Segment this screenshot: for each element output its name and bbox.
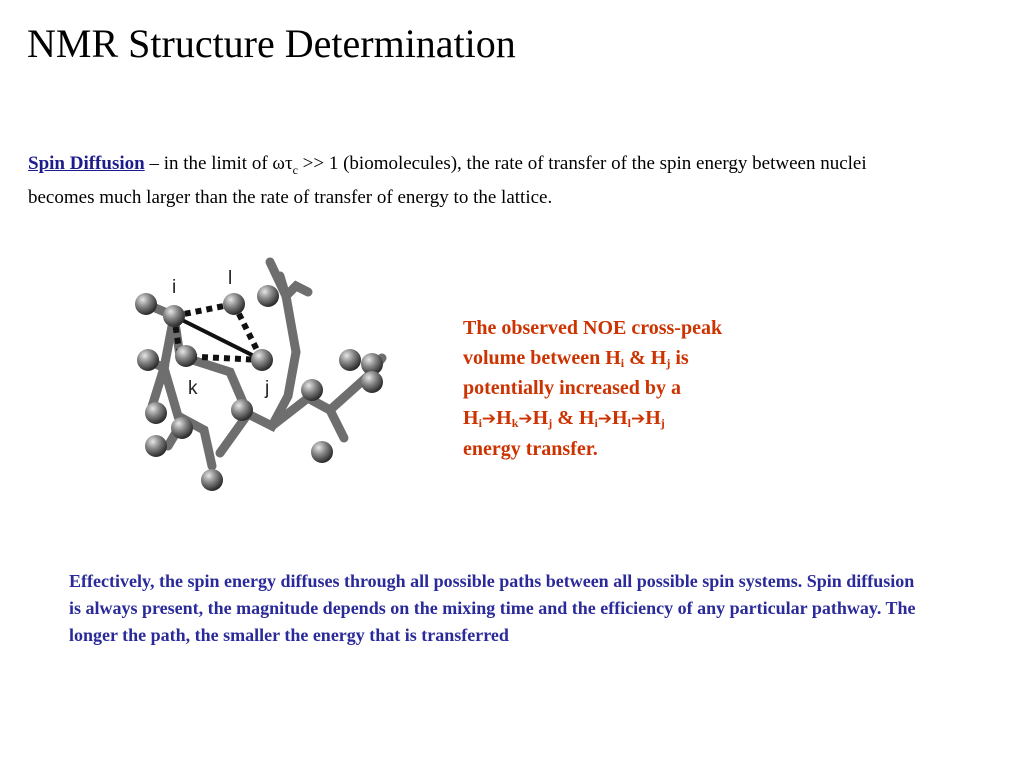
intro-paragraph: [28, 150, 908, 211]
slide-title: NMR Structure Determination: [27, 21, 516, 66]
tau-symbol: τ: [284, 153, 293, 174]
noe-line-2: volume between $H_i$ & $H_j$ is: [463, 347, 689, 370]
atom: [361, 371, 383, 393]
atom: [231, 399, 253, 421]
label-i: i: [172, 277, 177, 298]
atom: [145, 435, 167, 457]
noe-line-4-pathways: $H_i➔H_k➔H_j$ & $H_i➔H_l➔H_j$: [463, 407, 665, 430]
atom: [339, 349, 361, 371]
label-l: l: [228, 268, 233, 289]
arrow-right-icon: ➔: [597, 409, 613, 429]
atom: [201, 469, 223, 491]
atom: [171, 417, 193, 439]
omega-symbol: ω: [272, 153, 285, 174]
tau-subscript: c: [292, 162, 298, 177]
intro-text-1: – in the limit of: [144, 153, 273, 174]
atom-k: [175, 345, 197, 367]
label-j: j: [265, 378, 270, 399]
spin-diffusion-term: Spin Diffusion: [28, 153, 145, 174]
arrow-right-icon: ➔: [518, 409, 533, 429]
noe-line-1: The observed NOE cross-peak: [463, 317, 723, 339]
molecule-diagram: [120, 248, 400, 498]
arrow-right-icon: ➔: [481, 409, 497, 429]
noe-line-3: potentially increased by a: [463, 377, 681, 399]
noe-line-5: energy transfer.: [463, 438, 598, 460]
summary-paragraph: Effectively, the spin energy diffuses through all possible paths between all possible spin systems. Spin diffusion is always present, the magnitude depends on the mixing time and the efficiency of any particular pathway. The longer the path, the smaller the energy that is transferred: [69, 571, 916, 645]
arrow-right-icon: ➔: [630, 409, 646, 429]
atom: [301, 379, 323, 401]
noe-note: [463, 313, 823, 464]
atom: [257, 285, 279, 307]
atom-i: [163, 305, 185, 327]
atom-j: [251, 349, 273, 371]
atom: [135, 293, 157, 315]
atom: [137, 349, 159, 371]
atom: [145, 402, 167, 424]
atom: [311, 441, 333, 463]
intro-text-2: >> 1 (biomolecules), the rate of transfer of the spin energy between nuclei becomes much larger than the rate of transfer of energy to the lattice.: [28, 153, 867, 208]
label-k: k: [188, 378, 198, 399]
atom-l: [223, 293, 245, 315]
